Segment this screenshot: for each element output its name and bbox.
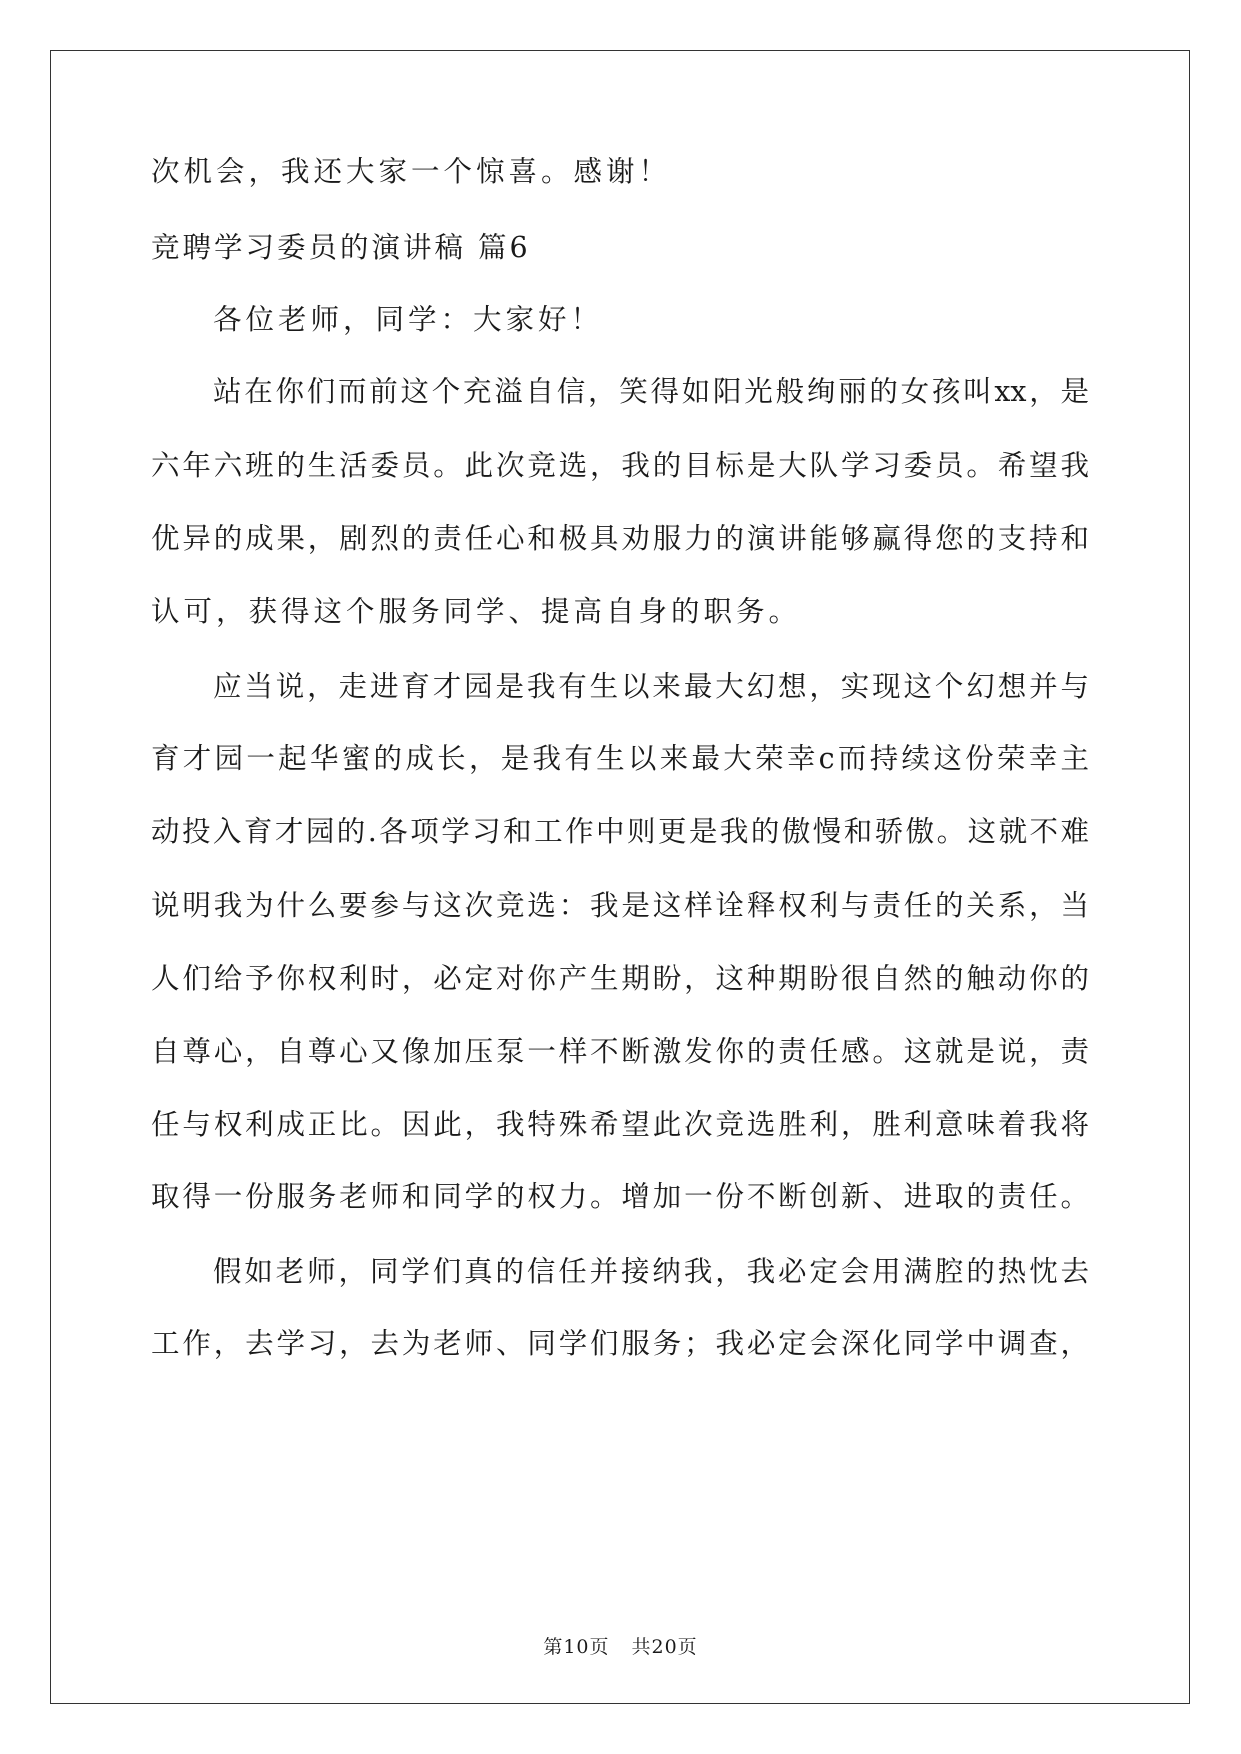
text-line: 六年六班的生活委员。此次竞选，我的目标是大队学习委员。希望我: [151, 449, 1089, 482]
text-line: 人们给予你权利时，必定对你产生期盼，这种期盼很自然的触动你的: [151, 962, 1089, 995]
page-number-current: 第10页: [543, 1636, 610, 1658]
page-number-total: 共20页: [631, 1636, 698, 1658]
text-line: 育才园一起华蜜的成长，是我有生以来最大荣幸c而持续这份荣幸主: [151, 742, 1089, 775]
page-border: [50, 50, 1190, 1704]
text-line: 说明我为什么要参与这次竞选：我是这样诠释权利与责任的关系，当: [151, 889, 1089, 922]
text-line: 认可，获得这个服务同学、提高自身的职务。: [151, 595, 802, 628]
text-line: 任与权利成正比。因此，我特殊希望此次竞选胜利，胜利意味着我将: [151, 1108, 1089, 1141]
text-line: 应当说，走进育才园是我有生以来最大幻想，实现这个幻想并与: [213, 670, 1089, 703]
text-line: 自尊心，自尊心又像加压泵一样不断激发你的责任感。这就是说，责: [151, 1035, 1089, 1068]
text-line: 工作，去学习，去为老师、同学们服务；我必定会深化同学中调查，: [151, 1327, 1089, 1360]
text-line: 取得一份服务老师和同学的权力。增加一份不断创新、进取的责任。: [151, 1180, 1089, 1213]
text-line: 假如老师，同学们真的信任并接纳我，我必定会用满腔的热忱去: [213, 1255, 1089, 1288]
text-line: 动投入育才园的.各项学习和工作中则更是我的傲慢和骄傲。这就不难: [151, 815, 1089, 848]
text-line: 站在你们而前这个充溢自信，笑得如阳光般绚丽的女孩叫xx，是: [213, 375, 1089, 408]
text-line: 次机会，我还大家一个惊喜。感谢！: [151, 155, 672, 188]
text-line: 优异的成果，剧烈的责任心和极具劝服力的演讲能够赢得您的支持和: [151, 522, 1089, 555]
page-footer: [0, 1632, 1241, 1659]
section-heading: 竞聘学习委员的演讲稿 篇6: [151, 231, 531, 264]
greeting-line: 各位老师，同学：大家好！: [213, 303, 604, 336]
